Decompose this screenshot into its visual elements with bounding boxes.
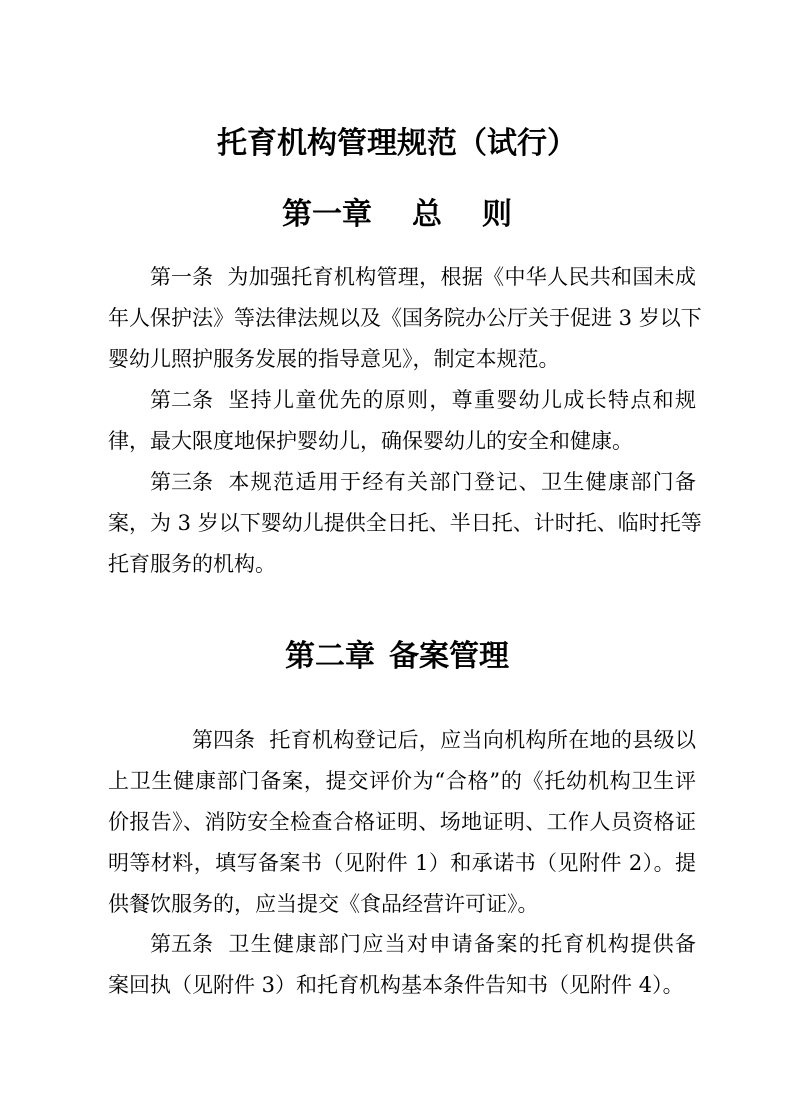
article-4-line-4: 明等材料，填写备案书（见附件 1）和承诺书（见附件 2）。提: [108, 851, 696, 875]
chapter-heading-2: [0, 637, 794, 677]
article-1-line-2: 年人保护法》等法律法规以及《国务院办公厅关于促进 3 岁以下: [108, 306, 702, 330]
article-4-line-5: 供餐饮服务的，应当提交《食品经营许可证》。: [108, 892, 539, 916]
article-5-number: 第五条: [150, 932, 213, 956]
article-5-line-1: 卫生健康部门应当对申请备案的托育机构提供备: [227, 932, 696, 956]
article-2-line-1: 坚持儿童优先的原则，尊重婴幼儿成长特点和规: [227, 388, 696, 412]
chapter-heading-1: [0, 195, 794, 235]
article-3: [108, 462, 702, 585]
document-title: 托育机构管理规范（试行）: [217, 126, 577, 161]
article-4-line-1: 托育机构登记后，应当向机构所在地的县级以: [269, 728, 696, 752]
article-4-line-3: 价报告》、消防安全检查合格证明、场地证明、工作人员资格证: [108, 810, 696, 834]
chapter-2-title: 备案管理: [389, 639, 509, 674]
article-2: [108, 380, 696, 462]
article-3-line-1: 本规范适用于经有关部门登记、卫生健康部门备: [227, 470, 696, 494]
article-4-line-2: 上卫生健康部门备案，提交评价为“合格”的《托幼机构卫生评: [108, 769, 696, 793]
article-1: [108, 257, 702, 380]
article-1-line-1: 为加强托育机构管理，根据《中华人民共和国未成: [227, 265, 696, 289]
chapter-1-title-char-1: 总: [412, 197, 442, 232]
article-1-number: 第一条: [150, 265, 213, 289]
article-5: [108, 924, 696, 1006]
article-5-line-2: 案回执（见附件 3）和托育机构基本条件告知书（见附件 4）。: [108, 973, 684, 997]
chapter-1-title-char-2: 则: [482, 197, 512, 232]
chapter-1-number: 第一章: [282, 197, 372, 232]
chapter-2-number: 第二章: [285, 639, 375, 674]
article-4-number: 第四条: [192, 728, 255, 752]
article-1-line-3: 婴幼儿照护服务发展的指导意见》，制定本规范。: [108, 347, 560, 371]
article-2-line-2: 律，最大限度地保护婴幼儿，确保婴幼儿的安全和健康。: [108, 429, 633, 453]
article-3-line-3: 托育服务的机构。: [108, 552, 276, 576]
article-2-number: 第二条: [150, 388, 213, 412]
article-3-number: 第三条: [150, 470, 213, 494]
article-3-line-2: 案，为 3 岁以下婴幼儿提供全日托、半日托、计时托、临时托等: [108, 511, 702, 535]
article-4: [108, 720, 696, 925]
